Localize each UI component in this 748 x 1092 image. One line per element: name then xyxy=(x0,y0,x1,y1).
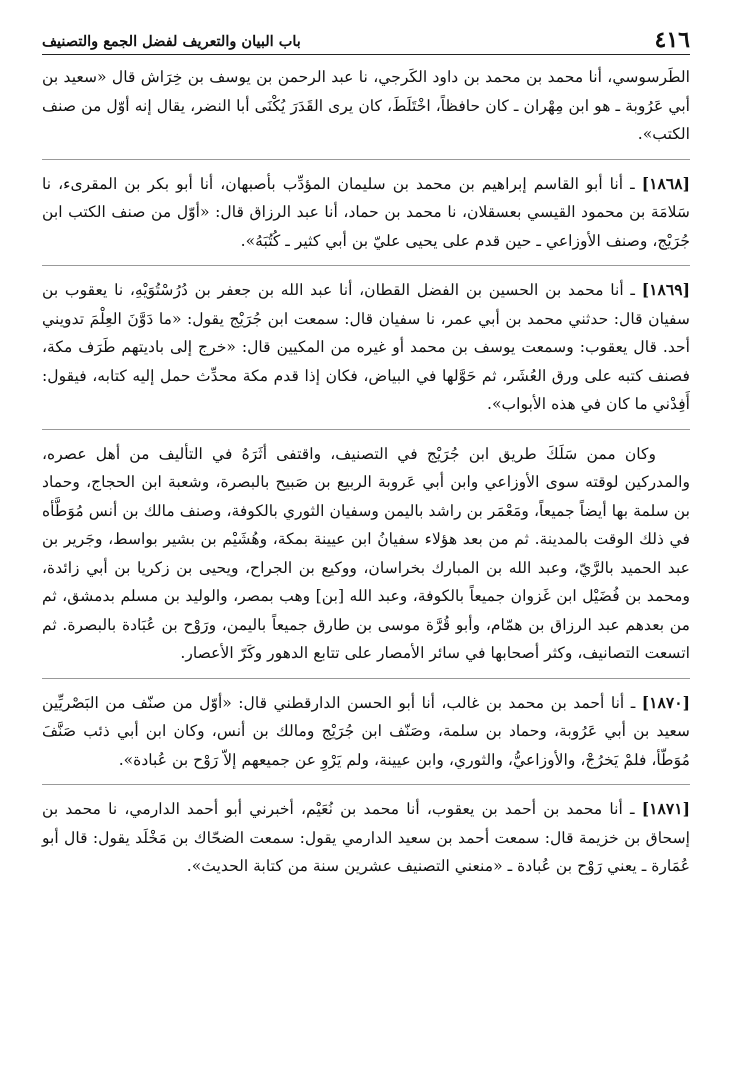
entry-text: ـ أنا محمد بن أحمد بن يعقوب، أنا محمد بن نُعَيْم، أخبرني أبو أحمد الدارمي، نا محمد بن إسحاق بن خزيمة قال: سمعت أحمد بن سعيد الدارمي يقول: سمعت الضحّاك بن مَخْلَد يقول: قال أبو عُمَارة ـ يعني رَوْح بن عُبادة ـ «منعني التصنيف عشرين سنة من كتابة الحديث». xyxy=(42,800,690,875)
paragraph-text: الطَرسوسي، أنا محمد بن محمد بن داود الكَرجي، نا عبد الرحمن بن يوسف بن خِرَاش قال «سعيد بن أبي عَرُوبة ـ هو ابن مِهْران ـ كان حافظاً، اخْتَلَطَ، كان يرى القَدَرَ يُكْنَى أبا النضر، يقال إنه أوّل من صنف الكتب». xyxy=(42,68,690,143)
entry-1868 xyxy=(42,170,690,256)
chapter-title: باب البيان والتعريف لفضل الجمع والتصنيف xyxy=(42,33,301,50)
entry-1870 xyxy=(42,689,690,775)
entry-number: [١٨٧١] xyxy=(641,799,690,818)
section-divider xyxy=(42,429,690,430)
paragraph-text: وكان ممن سَلَكَ طريق ابن جُرَيْج في التصنيف، واقتفى أثَرَهُ في التأليف من أهل عصره، والمدركين لوقته سوى الأوزاعي وابن أبي عَروبة الربيع بن صَبيح بالبصرة، وشعبة ابن الحجاج، وحماد بن سلمة بها أيضاً جميعاً، ومَعْمَر بن راشد باليمن وسفيان الثوري بالكوفة، وصنف مالك بن أنس مُوَطَّأه في ذلك الوقت بالمدينة. ثم من بعد هؤلاء سفيانُ ابن عيينة بمكة، وهُشَيْم بن بشير بواسط، وجَرير بن عبد الحميد بالرَّيّ، وعبد الله بن المبارك بخراسان، ووكيع بن الجراح، ويحيى بن زكريا بن أبي زائدة، ومحمد بن فُضَيْل ابن غَزوان جميعاً بالكوفة، وعبد الله [بن] وهب بمصر، والوليد بن مسلم بدمشق، ثم من بعدهم عبد الرزاق بن همّام، وأبو قُرَّة موسى بن طارق جميعاً باليمن، ورَوْح بن عُبَادة بالبصرة. ثم اتسعت التصانيف، وكثر أصحابها في سائر الأمصار على تتابع الدهور وكَرّ الأعصار. xyxy=(42,444,690,662)
entry-text: ـ أنا أبو القاسم إبراهيم بن محمد بن سليمان المؤدِّب بأصبهان، أنا أبو بكر بن المقرىء، نا سَلامَة بن محمود القيسي بعسقلان، نا محمد بن حماد، أنا عبد الرزاق قال: «أوّل من صنف الكتب ابن جُرَيْج، وصنف الأوزاعي ـ حين قدم على يحيى عليّ بن أبي كثير ـ كُتُبَهُ». xyxy=(42,174,690,250)
section-divider xyxy=(42,784,690,785)
paragraph-commentary xyxy=(42,440,690,668)
entry-number: [١٨٦٨] xyxy=(641,173,690,193)
entry-number: [١٨٦٩] xyxy=(641,280,690,299)
page-number: ٤١٦ xyxy=(654,27,690,53)
section-divider xyxy=(42,678,690,679)
running-head xyxy=(42,22,690,55)
entry-1871 xyxy=(42,795,690,881)
section-divider xyxy=(42,159,690,160)
entry-text: ـ أنا أحمد بن محمد بن غالب، أنا أبو الحسن الدارقطني قال: «أوّل من صنّف من البَصْريِّين سعيد بن أبي عَرُوبة، وحماد بن سلمة، وصَنّف ابن جُرَيْج ومالك بن أنس، وكان ابن أبي ذئب صَنَّفَ مُوَطّأ، فلمْ يَخرُجْ، والأوزاعيُّ، والثوري، وابن عيينة، ولم يَرْوِ عن جميعهم إلاّ رَوْح بن عُبادة». xyxy=(42,693,690,769)
section-divider xyxy=(42,265,690,266)
entry-1869 xyxy=(42,276,690,419)
entry-number: [١٨٧٠] xyxy=(641,692,690,712)
document-page xyxy=(42,22,690,1072)
entry-text: ـ أنا محمد بن الحسين بن الفضل القطان، أنا عبد الله بن جعفر بن دُرُسْتُوَيْهِ، نا يعقوب بن سفيان قال: حدثني محمد بن أبي عمر، نا سفيان قال: سمعت ابن جُرَيْج يقول: «ما دَوَّنَ العِلْمَ تدويني أحد. قال يعقوب: وسمعت يوسف بن محمد أو غيره من المكيين قال: «خرج إلى باديتهم طَرَف مكة، فصنف كتبه على ورق العُشَر، ثم حَوَّلها في البياض، فكان إذا قدم مكة محدِّث حمل إليه كتابه، فيقول: أَفِدْني ما كان في هذه الأبواب». xyxy=(42,281,690,413)
paragraph-continuation xyxy=(42,63,690,149)
